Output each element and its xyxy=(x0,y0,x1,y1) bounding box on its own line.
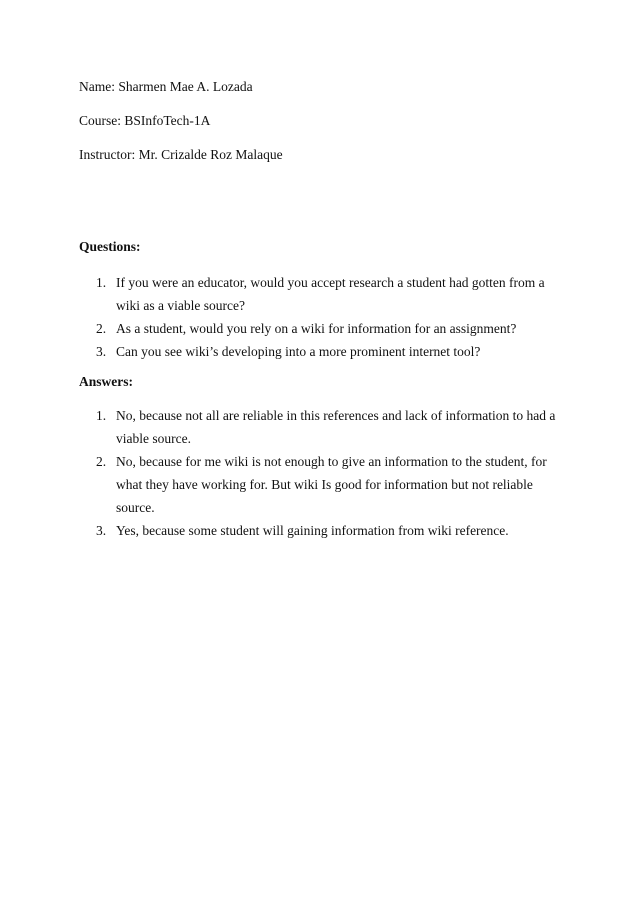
answer-number: 2. xyxy=(96,454,107,469)
instructor: Instructor: Mr. Crizalde Roz Malaque xyxy=(79,147,283,162)
question-text: As a student, would you rely on a wiki for information for an assignment? xyxy=(116,321,517,336)
answer-number: 3. xyxy=(96,523,107,538)
question-text: Can you see wiki’s developing into a more prominent internet tool? xyxy=(116,344,481,359)
question-number: 1. xyxy=(96,275,107,290)
question-item xyxy=(96,340,566,363)
course: Course: BSInfoTech-1A xyxy=(79,113,211,128)
answer-number: 1. xyxy=(96,408,107,423)
answer-text: Yes, because some student will gaining information from wiki reference. xyxy=(116,523,509,538)
question-text: If you were an educator, would you accept research a student had gotten from a wiki as a viable source? xyxy=(116,275,545,313)
answer-text: No, because for me wiki is not enough to give an information to the student, for what they have working for. But wiki Is good for information but not reliable source. xyxy=(116,454,547,515)
answers-heading: Answers: xyxy=(79,374,133,389)
answers-list xyxy=(96,404,566,542)
question-number: 3. xyxy=(96,344,107,359)
questions-list xyxy=(96,271,566,363)
answer-text: No, because not all are reliable in this references and lack of information to had a viable source. xyxy=(116,408,556,446)
student-name: Name: Sharmen Mae A. Lozada xyxy=(79,79,253,94)
answer-item xyxy=(96,404,566,450)
question-number: 2. xyxy=(96,321,107,336)
answer-item xyxy=(96,450,566,519)
question-item xyxy=(96,317,566,340)
answer-item xyxy=(96,519,566,542)
question-item xyxy=(96,271,566,317)
questions-heading: Questions: xyxy=(79,239,141,254)
